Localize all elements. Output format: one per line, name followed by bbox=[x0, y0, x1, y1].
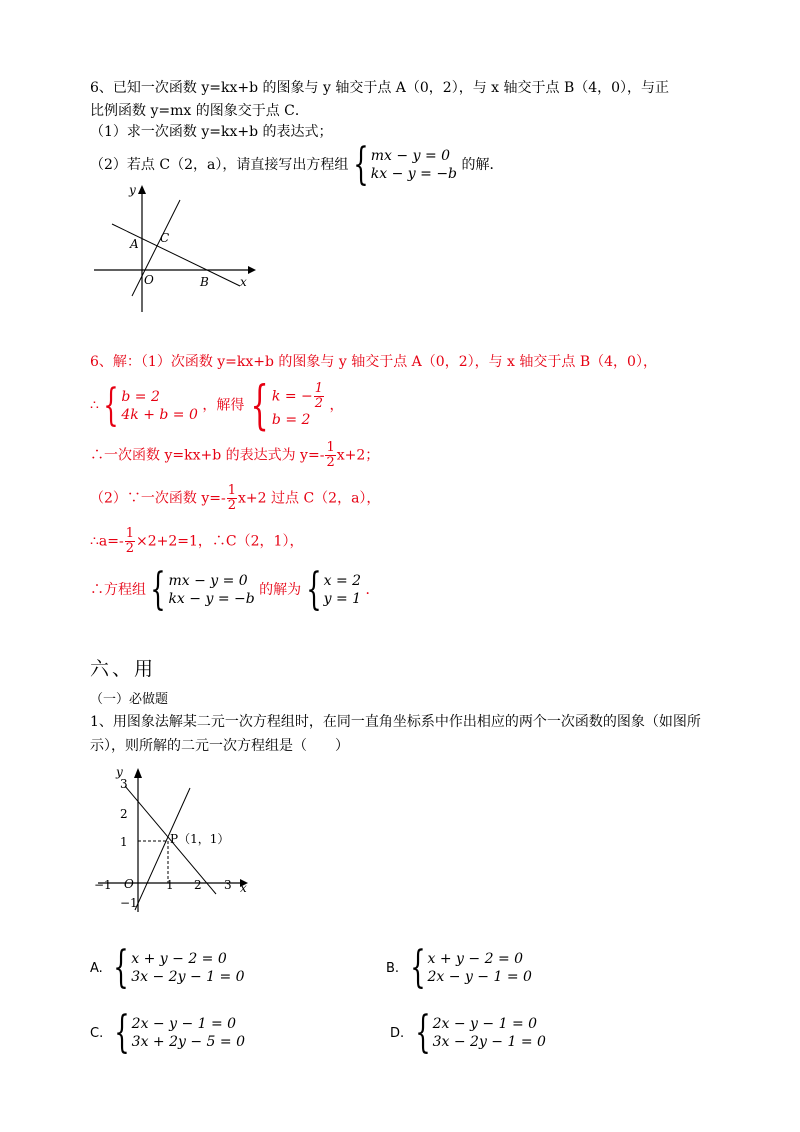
point-c-label: C bbox=[160, 231, 170, 245]
point-a-label: A bbox=[130, 237, 139, 251]
graph-q6 bbox=[90, 178, 260, 318]
equation-system: { x + y − 2 = 0 3x − 2y − 1 = 0 bbox=[113, 942, 245, 993]
sys-row: kx − y = −b bbox=[168, 591, 255, 607]
section-subtitle: （一）必做题 bbox=[90, 692, 169, 707]
fraction: $\frac{1}{2}$ bbox=[227, 483, 237, 513]
y-axis-arrow bbox=[138, 185, 146, 194]
sys-row: 2x − y − 1 = 0 bbox=[131, 1016, 237, 1032]
line-kx-b bbox=[112, 224, 240, 286]
option-c[interactable] bbox=[90, 1007, 245, 1058]
equation-system: { x + y − 2 = 0 2x − y − 1 = 0 bbox=[409, 942, 532, 993]
option-d[interactable] bbox=[390, 1007, 546, 1058]
equation-system: { k = − $\frac{1}{2}$ b = 2 bbox=[250, 375, 324, 436]
sys-row: x + y − 2 = 0 bbox=[131, 951, 227, 967]
y-tick: −1 bbox=[120, 896, 138, 910]
equation-system: { mx − y = 0 kx − y = −b bbox=[150, 564, 255, 615]
sys-row: mx − y = 0 bbox=[370, 148, 451, 164]
sys-row: 3x − 2y − 1 = 0 bbox=[131, 969, 245, 985]
sys-row: x + y − 2 = 0 bbox=[427, 951, 524, 967]
q6-part2-pre: （2）若点 C（2，a），请直接写出方程组 bbox=[90, 157, 349, 173]
solution-line2 bbox=[90, 375, 344, 436]
x-tick: 3 bbox=[224, 878, 232, 892]
line-2 bbox=[135, 788, 190, 910]
y-tick: 2 bbox=[120, 807, 128, 821]
fraction: $\frac{1}{2}$ bbox=[314, 381, 324, 411]
equation-system: { mx − y = 0 kx − y = −b bbox=[353, 139, 458, 190]
section-title: 六、用 bbox=[90, 658, 157, 680]
sys-row: b = 2 bbox=[121, 388, 160, 405]
point-b-label: B bbox=[200, 275, 209, 289]
sys-row: 3x − 2y − 1 = 0 bbox=[432, 1034, 546, 1050]
origin-label: O bbox=[124, 877, 134, 891]
sys-row: 4k + b = 0 bbox=[121, 406, 198, 423]
q6-part2-post: 的解． bbox=[461, 157, 504, 173]
q6-line2: 比例函数 y=mx 的图象交于点 C． bbox=[90, 103, 309, 119]
sys-row: mx − y = 0 bbox=[168, 573, 248, 589]
equation-system: { 2x − y − 1 = 0 3x + 2y − 5 = 0 bbox=[113, 1007, 245, 1058]
option-label: B. bbox=[386, 961, 400, 976]
q6-line1: 6、已知一次函数 y=kx+b 的图象与 y 轴交于点 A（0，2），与 x 轴交于点 B（4，0），与正 bbox=[90, 80, 670, 96]
sys-row: b = 2 bbox=[271, 412, 311, 428]
line-mx bbox=[132, 200, 180, 296]
y-axis-arrow bbox=[134, 768, 142, 778]
origin-label: O bbox=[144, 273, 154, 287]
x-tick: −1 bbox=[94, 878, 112, 892]
fraction: $\frac{1}{2}$ bbox=[326, 440, 335, 470]
q1-line2: 示），则所解的二元一次方程组是（ ） bbox=[90, 738, 349, 754]
x-label: x bbox=[240, 275, 247, 289]
fraction: $\frac{1}{2}$ bbox=[125, 526, 134, 556]
solution-line5: ∴a=- $\frac{1}{2}$ ×2+2=1，∴C（2，1）， bbox=[90, 526, 304, 556]
option-label: A. bbox=[90, 961, 103, 976]
option-a[interactable] bbox=[90, 942, 245, 993]
sys-row: 3x + 2y − 5 = 0 bbox=[131, 1034, 245, 1050]
solved-text: ，解得 bbox=[202, 397, 245, 414]
solution-line3: ∴一次函数 y=kx+b 的表达式为 y=- $\frac{1}{2}$ x+2； bbox=[90, 440, 380, 470]
therefore-sign: ∴ bbox=[90, 397, 99, 414]
sys-row: 2x − y − 1 = 0 bbox=[427, 969, 532, 985]
sys-row: x = 2 bbox=[323, 573, 362, 589]
solution-line4: （2）∵一次函数 y=- $\frac{1}{2}$ x+2 过点 C（2，a）， bbox=[90, 483, 381, 513]
option-label: D. bbox=[390, 1026, 405, 1041]
x-tick: 1 bbox=[166, 878, 174, 892]
comma: ， bbox=[329, 397, 344, 414]
sys-row: kx − y = −b bbox=[370, 166, 458, 182]
y-tick: 3 bbox=[120, 777, 128, 791]
q1-line1: 1、用图象法解某二元一次方程组时，在同一直角坐标系中作出相应的两个一次函数的图象（如图所 bbox=[90, 714, 701, 730]
q6-part1: （1）求一次函数 y=kx+b 的表达式； bbox=[90, 124, 333, 140]
graph-q1 bbox=[90, 762, 260, 922]
equation-system: { x = 2 y = 1 bbox=[305, 564, 362, 615]
y-tick: 1 bbox=[120, 835, 128, 849]
equation-system: { b = 2 4k + b = 0 bbox=[103, 379, 198, 431]
solution-line6: ∴方程组 { mx − y = 0 kx − y = −b 的解为 { x = 2 y = 1 ． bbox=[90, 564, 380, 615]
solution-line1: 6、解：（1）次函数 y=kx+b 的图象与 y 轴交于点 A（0，2），与 x 轴交于点 B（4，0）， bbox=[90, 354, 657, 370]
option-b[interactable] bbox=[386, 942, 532, 993]
sys-row: y = 1 bbox=[323, 591, 362, 607]
x-tick: 2 bbox=[194, 878, 202, 892]
sys-row: k = − $\frac{1}{2}$ bbox=[271, 381, 324, 411]
y-label: y bbox=[129, 183, 136, 197]
equation-system: { 2x − y − 1 = 0 3x − 2y − 1 = 0 bbox=[414, 1007, 546, 1058]
x-label: x bbox=[240, 881, 247, 895]
option-label: C. bbox=[90, 1026, 104, 1041]
sys-row: 2x − y − 1 = 0 bbox=[432, 1016, 538, 1032]
point-p-label: P（1，1） bbox=[170, 832, 230, 846]
y-label: y bbox=[116, 765, 123, 779]
x-axis-arrow bbox=[248, 266, 256, 274]
